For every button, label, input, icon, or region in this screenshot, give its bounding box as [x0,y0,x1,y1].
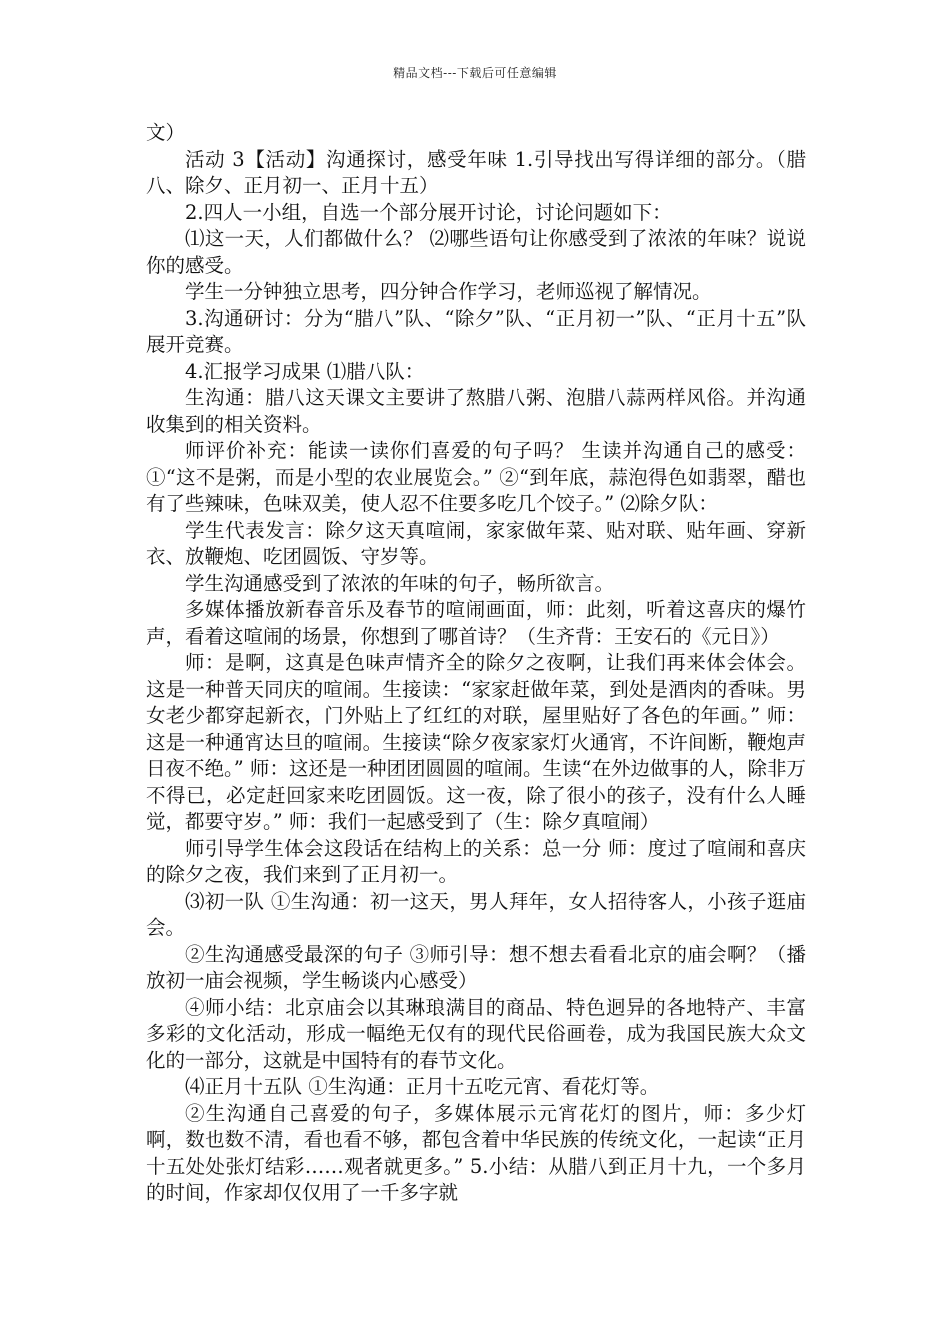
paragraph: 4.汇报学习成果 ⑴腊八队： [185,359,425,383]
paragraph: ②生沟通感受最深的句子 ③师引导：想不想去看看北京的庙会啊？（播放初一庙会视频，学生畅谈内心感受） [146,942,806,992]
paragraph: 师引导学生体会这段话在结构上的关系：总一分 师：度过了喧闹和喜庆的除夕之夜，我们来到了正月初一。 [146,836,806,886]
paragraph: 学生沟通感受到了浓浓的年味的句子，畅所欲言。 [185,571,615,595]
paragraph: 3.沟通研讨：分为“腊八”队、“除夕”队、“正月初一”队、“正月十五”队展开竞赛。 [146,306,806,356]
paragraph: 生沟通：腊八这天课文主要讲了熬腊八粥、泡腊八蒜两样风俗。并沟通收集到的相关资料。 [146,386,806,436]
paragraph: 活动 3【活动】沟通探讨，感受年味 1.引导找出写得详细的部分。（腊八、除夕、正月初一、正月十五） [146,147,806,197]
paragraph: ④师小结：北京庙会以其琳琅满目的商品、特色迥异的各地特产、丰富多彩的文化活动，形成一幅绝无仅有的现代民俗画卷，成为我国民族大众文化的一部分，这就是中国特有的春节文化。 [146,995,806,1072]
page-header: 精品文档---下载后可任意编辑 [393,66,557,80]
paragraph: 师：是啊，这真是色味声情齐全的除夕之夜啊，让我们再来体会体会。这是一种普天同庆的喧闹。生接读：“家家赶做年菜，到处是酒肉的香味。男女老少都穿起新衣，门外贴上了红红的对联，屋里贴好了各色的年画。” 师：这是一种通宵达旦的喧闹。生接读“除夕夜家家灯火通宵，不许间断，鞭炮声日夜不绝。” 师：这还是一种团团圆圆的喧闹。生读“在外边做事的人，除非万不得已，必定赶回家来吃团圆饭。这一夜，除了很小的孩子，没有什么人睡觉，都要守岁。” 师：我们一起感受到了（生：除夕真喧闹） [146,651,806,833]
paragraph: 学生一分钟独立思考，四分钟合作学习，老师巡视了解情况。 [185,280,712,303]
paragraph: ②生沟通自己喜爱的句子，多媒体展示元宵花灯的图片，师：多少灯啊，数也数不清，看也看不够，都包含着中华民族的传统文化，一起读“正月十五处处张灯结彩……观者就更多。” 5.小结：从腊八到正月十九，一个多月的时间，作家却仅仅用了一千多字就 [146,1101,806,1204]
paragraph: ⑶初一队 ①生沟通：初一这天，男人拜年，女人招待客人，小孩子逛庙会。 [146,889,806,939]
paragraph: ⑴这一天，人们都做什么？ ⑵哪些语句让你感受到了浓浓的年味？说说你的感受。 [146,227,806,277]
document-body [146,120,806,1207]
paragraph: ⑷正月十五队 ①生沟通：正月十五吃元宵、看花灯等。 [185,1075,660,1098]
paragraph: 学生代表发言：除夕这天真喧闹，家家做年菜、贴对联、贴年画、穿新衣、放鞭炮、吃团圆饭、守岁等。 [146,518,806,568]
paragraph: 2.四人一小组，自选一个部分展开讨论，讨论问题如下： [185,200,672,224]
paragraph: 多媒体播放新春音乐及春节的喧闹画面，师：此刻，听着这喜庆的爆竹声，看着这喧闹的场景，你想到了哪首诗？（生齐背：王安石的《元日》） [146,598,806,648]
paragraph: 文） [146,121,186,144]
paragraph: 师评价补充：能读一读你们喜爱的句子吗？ 生读并沟通自己的感受：①“这不是粥，而是小型的农业展览会。” ②“到年底，蒜泡得色如翡翠，醋也有了些辣味，色味双美，使人忍不住要多吃几个饺子。” ⑵除夕队： [146,439,806,515]
